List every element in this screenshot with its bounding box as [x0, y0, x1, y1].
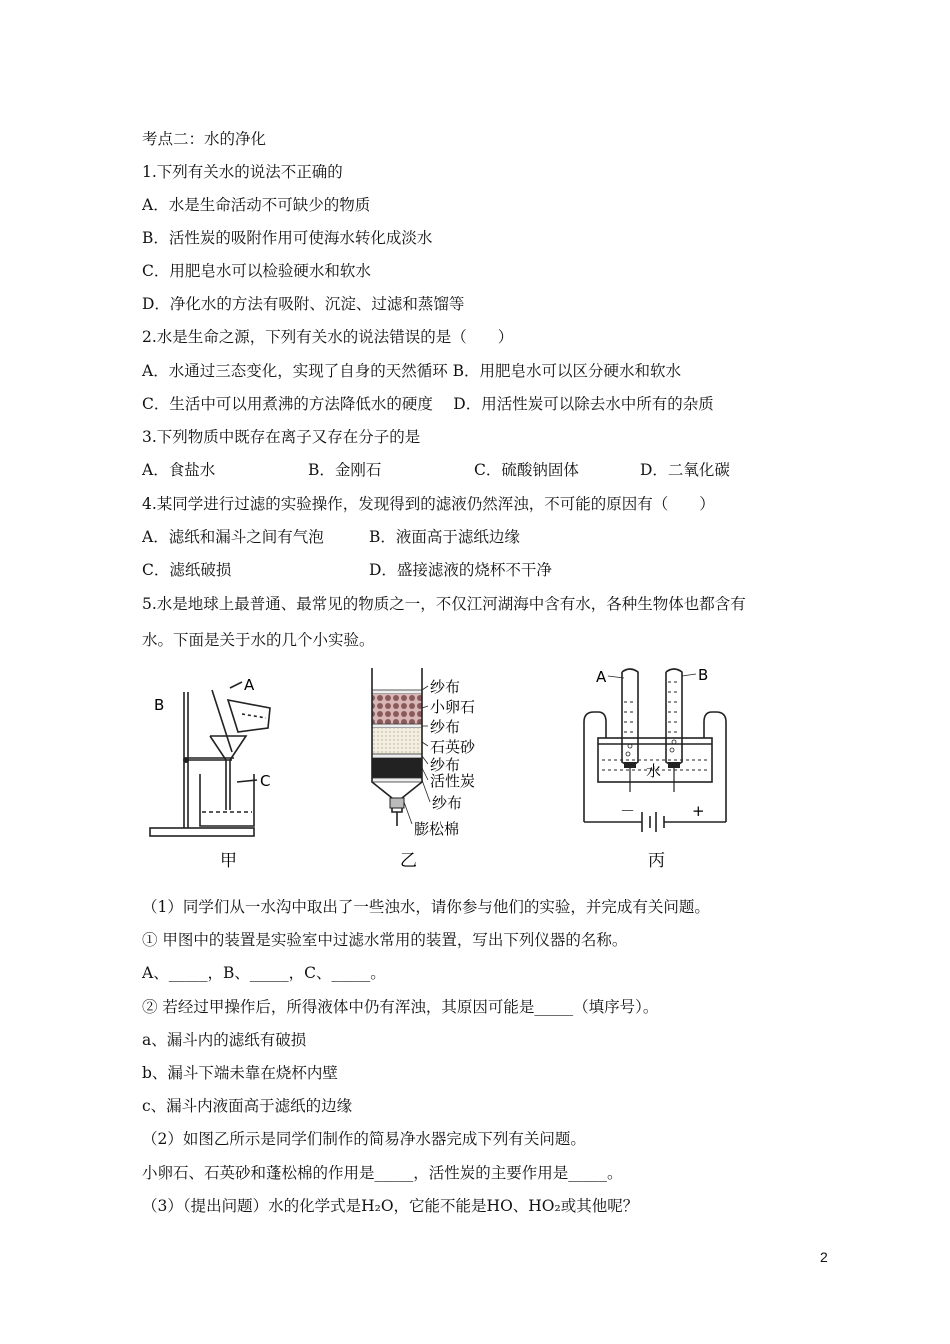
q4-stem: 4.某同学进行过滤的实验操作，发现得到的滤液仍然浑浊，不可能的原因有（ ） — [142, 495, 715, 513]
q5-reason-b: b、漏斗下端未靠在烧杯内壁 — [142, 1064, 338, 1082]
yi-caption: 乙 — [400, 851, 417, 871]
yi-layer-gauze-4: 纱布 — [432, 794, 463, 812]
yi-layer-gauze-1: 纱布 — [430, 678, 461, 696]
jia-label-a: A — [244, 676, 255, 694]
bing-plus-terminal: + — [692, 802, 705, 820]
q5-part2: （2）如图乙所示是同学们制作的简易净水器完成下列有关问题。 — [142, 1130, 586, 1148]
q2-options-line2: C．生活中可以用煮沸的方法降低水的硬度 D．用活性炭可以除去水中所有的杂质 — [142, 395, 714, 413]
jia-label-c: C — [260, 772, 271, 790]
q3-option-c: C．硫酸钠固体 — [474, 461, 579, 479]
page-number: 2 — [820, 1249, 828, 1265]
q4-option-a: A．滤纸和漏斗之间有气泡 — [142, 528, 324, 546]
q3-stem: 3.下列物质中既存在离子又存在分子的是 — [142, 428, 421, 446]
yi-layer-gauze-3: 纱布 — [430, 756, 461, 774]
q5-part1-item2: ② 若经过甲操作后，所得液体中仍有浑浊，其原因可能是_____（填序号）。 — [142, 998, 659, 1016]
q3-option-b: B．金刚石 — [308, 461, 382, 479]
q3-option-a: A．食盐水 — [142, 461, 216, 479]
figure-jia — [142, 662, 287, 872]
yi-layer-gauze-2: 纱布 — [430, 718, 461, 736]
jia-label-b: B — [154, 696, 165, 714]
q5-part1-blanks: A、_____，B、_____，C、_____。 — [142, 964, 386, 982]
bing-minus-terminal: － — [620, 802, 636, 820]
section-title: 考点二：水的净化 — [142, 130, 267, 148]
q5-reason-c: c、漏斗内液面高于滤纸的边缘 — [142, 1097, 353, 1115]
q4-option-d: D．盛接滤液的烧杯不干净 — [369, 561, 552, 579]
q1-option-b: B．活性炭的吸附作用可使海水转化成淡水 — [142, 229, 433, 247]
q1-stem: 1.下列有关水的说法不正确的 — [142, 163, 343, 181]
bing-label-a: A — [596, 668, 607, 686]
figure-yi — [360, 662, 500, 872]
q5-stem-line2: 水。下面是关于水的几个小实验。 — [142, 631, 375, 649]
bing-water-label: 水 — [646, 762, 662, 780]
q5-stem-line1: 5.水是地球上最普通、最常见的物质之一，不仅江河湖海中含有水，各种生物体也都含有 — [142, 595, 746, 613]
yi-layer-activated-carbon: 活性炭 — [430, 772, 476, 790]
yi-layer-cotton: 膨松棉 — [414, 820, 460, 838]
q2-options-line1: A．水通过三态变化，实现了自身的天然循环 B．用肥皂水可以区分硬水和软水 — [142, 362, 682, 380]
q5-part1-item1: ① 甲图中的装置是实验室中过滤水常用的装置，写出下列仪器的名称。 — [142, 931, 628, 949]
q4-option-b: B．液面高于滤纸边缘 — [369, 528, 520, 546]
q1-option-d: D．净化水的方法有吸附、沉淀、过滤和蒸馏等 — [142, 295, 465, 313]
q5-reason-a: a、漏斗内的滤纸有破损 — [142, 1031, 307, 1049]
q3-option-d: D．二氧化碳 — [640, 461, 730, 479]
yi-layer-quartz-sand: 石英砂 — [430, 738, 476, 756]
jia-caption: 甲 — [220, 851, 237, 871]
q1-option-a: A．水是生命活动不可缺少的物质 — [142, 196, 371, 214]
bing-caption: 丙 — [648, 851, 665, 871]
yi-layer-pebbles: 小卵石 — [430, 698, 476, 716]
q1-option-c: C．用肥皂水可以检验硬水和软水 — [142, 262, 371, 280]
figure-bing — [580, 662, 730, 872]
q5-part1: （1）同学们从一水沟中取出了一些浊水，请你参与他们的实验，并完成有关问题。 — [142, 898, 710, 916]
q5-part2-line: 小卵石、石英砂和蓬松棉的作用是_____，活性炭的主要作用是_____。 — [142, 1164, 623, 1182]
q5-part3: （3）（提出问题）水的化学式是H₂O，它能不能是HO、HO₂或其他呢？ — [142, 1197, 639, 1215]
bing-label-b: B — [698, 666, 709, 684]
q2-stem: 2.水是生命之源，下列有关水的说法错误的是（ ） — [142, 328, 514, 346]
q4-option-c: C．滤纸破损 — [142, 561, 232, 579]
